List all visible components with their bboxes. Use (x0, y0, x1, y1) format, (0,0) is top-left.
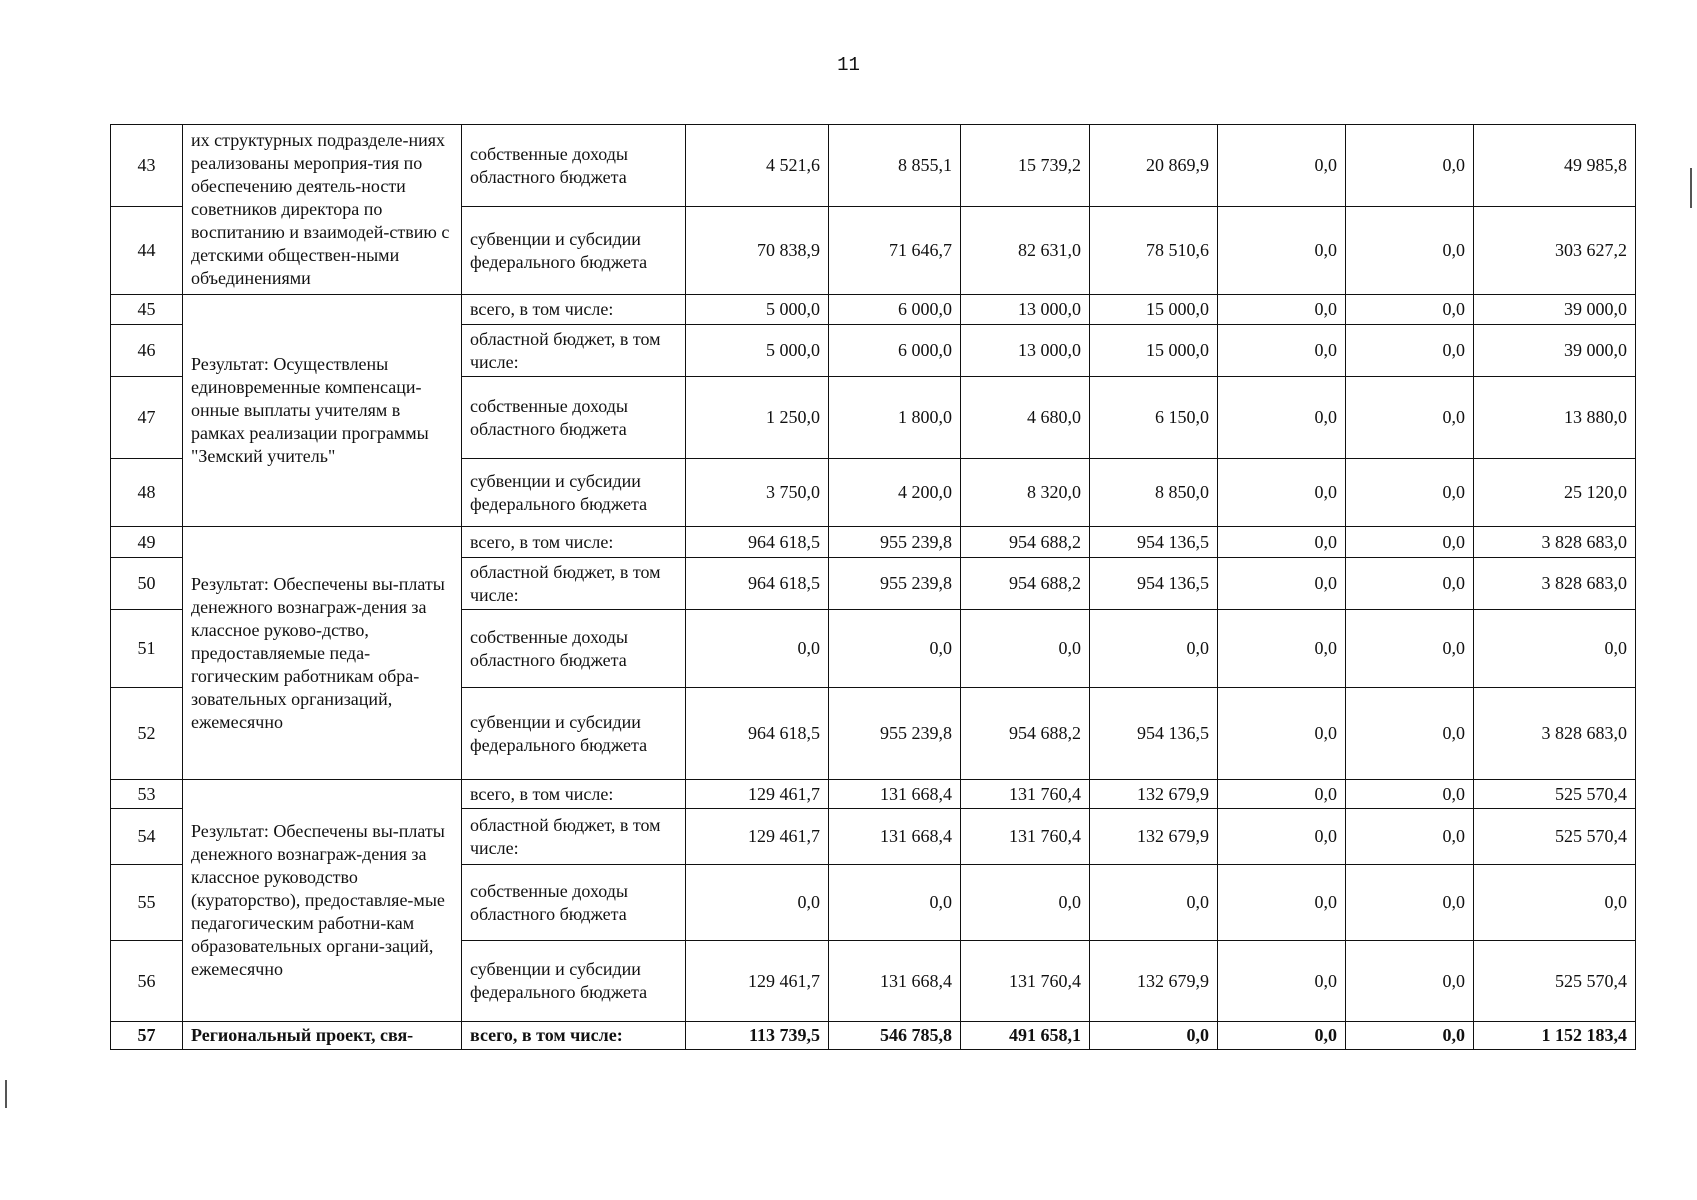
amount-value: 0,0 (1218, 459, 1346, 527)
total-value: 3 828 683,0 (1474, 527, 1636, 558)
funding-source: собственные доходы областного бюджета (462, 865, 686, 941)
row-number: 49 (111, 527, 183, 558)
amount-value: 15 000,0 (1090, 295, 1218, 325)
row-number: 53 (111, 780, 183, 809)
amount-value: 954 136,5 (1090, 558, 1218, 610)
total-value: 0,0 (1474, 610, 1636, 688)
amount-value: 70 838,9 (686, 207, 829, 295)
amount-value: 82 631,0 (961, 207, 1090, 295)
row-number: 47 (111, 377, 183, 459)
row-number: 56 (111, 941, 183, 1022)
result-description: Результат: Обеспечены вы-платы денежного вознаграж-дения за классное руководство (кураторство), предоставляе-мые педагогическим работни-кам образовательных органи-заций, ежемесячно (183, 780, 462, 1022)
amount-value: 15 739,2 (961, 125, 1090, 207)
funding-source: субвенции и субсидии федерального бюджета (462, 207, 686, 295)
funding-source: областной бюджет, в том числе: (462, 809, 686, 865)
amount-value: 131 760,4 (961, 780, 1090, 809)
amount-value: 4 521,6 (686, 125, 829, 207)
result-description: Результат: Обеспечены вы-платы денежного вознаграж-дения за классное руково-дство, предоставляемые педа-гогическим работникам обра-зовательных организаций, ежемесячно (183, 527, 462, 780)
amount-value: 3 750,0 (686, 459, 829, 527)
amount-value: 0,0 (1218, 295, 1346, 325)
amount-value: 0,0 (686, 865, 829, 941)
amount-value: 964 618,5 (686, 688, 829, 780)
row-number: 57 (111, 1022, 183, 1050)
table-row (111, 527, 1636, 558)
row-number: 44 (111, 207, 183, 295)
amount-value: 955 239,8 (829, 688, 961, 780)
amount-value: 0,0 (1218, 207, 1346, 295)
amount-value: 0,0 (1346, 527, 1474, 558)
amount-value: 0,0 (1090, 610, 1218, 688)
amount-value: 0,0 (1346, 688, 1474, 780)
amount-value: 0,0 (686, 610, 829, 688)
amount-value: 131 668,4 (829, 780, 961, 809)
row-number: 48 (111, 459, 183, 527)
amount-value: 954 688,2 (961, 558, 1090, 610)
funding-source: собственные доходы областного бюджета (462, 377, 686, 459)
amount-value: 0,0 (1090, 1022, 1218, 1050)
amount-value: 4 200,0 (829, 459, 961, 527)
amount-value: 0,0 (1090, 865, 1218, 941)
amount-value: 0,0 (1346, 610, 1474, 688)
amount-value: 0,0 (1346, 941, 1474, 1022)
amount-value: 13 000,0 (961, 295, 1090, 325)
row-number: 55 (111, 865, 183, 941)
total-value: 525 570,4 (1474, 809, 1636, 865)
amount-value: 1 250,0 (686, 377, 829, 459)
total-value: 525 570,4 (1474, 780, 1636, 809)
amount-value: 113 739,5 (686, 1022, 829, 1050)
amount-value: 0,0 (1218, 610, 1346, 688)
amount-value: 78 510,6 (1090, 207, 1218, 295)
total-value: 303 627,2 (1474, 207, 1636, 295)
amount-value: 0,0 (961, 865, 1090, 941)
amount-value: 131 760,4 (961, 941, 1090, 1022)
amount-value: 0,0 (1218, 325, 1346, 377)
amount-value: 0,0 (1346, 125, 1474, 207)
total-value: 0,0 (1474, 865, 1636, 941)
amount-value: 1 800,0 (829, 377, 961, 459)
amount-value: 0,0 (1346, 809, 1474, 865)
amount-value: 546 785,8 (829, 1022, 961, 1050)
amount-value: 0,0 (1346, 1022, 1474, 1050)
amount-value: 129 461,7 (686, 780, 829, 809)
amount-value: 0,0 (1218, 688, 1346, 780)
amount-value: 131 760,4 (961, 809, 1090, 865)
total-value: 3 828 683,0 (1474, 558, 1636, 610)
amount-value: 71 646,7 (829, 207, 961, 295)
budget-table (110, 124, 1636, 1050)
table-row (111, 295, 1636, 325)
amount-value: 0,0 (1346, 325, 1474, 377)
amount-value: 0,0 (1346, 780, 1474, 809)
amount-value: 0,0 (1218, 558, 1346, 610)
total-value: 525 570,4 (1474, 941, 1636, 1022)
amount-value: 0,0 (961, 610, 1090, 688)
amount-value: 0,0 (1218, 780, 1346, 809)
amount-value: 15 000,0 (1090, 325, 1218, 377)
funding-source: собственные доходы областного бюджета (462, 125, 686, 207)
amount-value: 5 000,0 (686, 295, 829, 325)
funding-source: областной бюджет, в том числе: (462, 558, 686, 610)
total-value: 39 000,0 (1474, 295, 1636, 325)
amount-value: 964 618,5 (686, 558, 829, 610)
amount-value: 0,0 (829, 865, 961, 941)
row-number: 46 (111, 325, 183, 377)
row-number: 52 (111, 688, 183, 780)
amount-value: 0,0 (1346, 558, 1474, 610)
amount-value: 0,0 (1346, 207, 1474, 295)
amount-value: 0,0 (1218, 1022, 1346, 1050)
amount-value: 0,0 (1346, 295, 1474, 325)
amount-value: 6 000,0 (829, 295, 961, 325)
row-number: 45 (111, 295, 183, 325)
funding-source: областной бюджет, в том числе: (462, 325, 686, 377)
funding-source: субвенции и субсидии федерального бюджета (462, 941, 686, 1022)
total-value: 1 152 183,4 (1474, 1022, 1636, 1050)
amount-value: 955 239,8 (829, 558, 961, 610)
amount-value: 20 869,9 (1090, 125, 1218, 207)
amount-value: 8 320,0 (961, 459, 1090, 527)
amount-value: 131 668,4 (829, 809, 961, 865)
table-row (111, 1022, 1636, 1050)
row-number: 51 (111, 610, 183, 688)
amount-value: 132 679,9 (1090, 780, 1218, 809)
funding-source: всего, в том числе: (462, 780, 686, 809)
row-number: 54 (111, 809, 183, 865)
funding-source: субвенции и субсидии федерального бюджета (462, 688, 686, 780)
row-number: 43 (111, 125, 183, 207)
amount-value: 491 658,1 (961, 1022, 1090, 1050)
row-number: 50 (111, 558, 183, 610)
page-number: 11 (837, 54, 860, 76)
amount-value: 132 679,9 (1090, 809, 1218, 865)
amount-value: 8 850,0 (1090, 459, 1218, 527)
amount-value: 5 000,0 (686, 325, 829, 377)
amount-value: 954 136,5 (1090, 688, 1218, 780)
amount-value: 6 150,0 (1090, 377, 1218, 459)
amount-value: 0,0 (1218, 865, 1346, 941)
amount-value: 8 855,1 (829, 125, 961, 207)
scan-edge-mark (1690, 168, 1692, 208)
amount-value: 0,0 (829, 610, 961, 688)
amount-value: 954 688,2 (961, 527, 1090, 558)
total-value: 25 120,0 (1474, 459, 1636, 527)
funding-source: собственные доходы областного бюджета (462, 610, 686, 688)
amount-value: 954 136,5 (1090, 527, 1218, 558)
amount-value: 4 680,0 (961, 377, 1090, 459)
amount-value: 0,0 (1346, 377, 1474, 459)
funding-source: всего, в том числе: (462, 1022, 686, 1050)
amount-value: 0,0 (1346, 459, 1474, 527)
amount-value: 955 239,8 (829, 527, 961, 558)
amount-value: 132 679,9 (1090, 941, 1218, 1022)
amount-value: 0,0 (1218, 809, 1346, 865)
amount-value: 0,0 (1218, 527, 1346, 558)
total-value: 3 828 683,0 (1474, 688, 1636, 780)
table-row (111, 125, 1636, 207)
amount-value: 954 688,2 (961, 688, 1090, 780)
amount-value: 6 000,0 (829, 325, 961, 377)
total-value: 49 985,8 (1474, 125, 1636, 207)
total-value: 39 000,0 (1474, 325, 1636, 377)
total-value: 13 880,0 (1474, 377, 1636, 459)
funding-source: субвенции и субсидии федерального бюджета (462, 459, 686, 527)
scan-edge-mark (5, 1080, 7, 1108)
result-description: Региональный проект, свя- (183, 1022, 462, 1050)
amount-value: 131 668,4 (829, 941, 961, 1022)
amount-value: 0,0 (1218, 377, 1346, 459)
amount-value: 0,0 (1218, 125, 1346, 207)
amount-value: 964 618,5 (686, 527, 829, 558)
funding-source: всего, в том числе: (462, 527, 686, 558)
amount-value: 0,0 (1346, 865, 1474, 941)
amount-value: 13 000,0 (961, 325, 1090, 377)
amount-value: 129 461,7 (686, 941, 829, 1022)
amount-value: 129 461,7 (686, 809, 829, 865)
funding-source: всего, в том числе: (462, 295, 686, 325)
result-description: их структурных подразделе-ниях реализованы мероприя-тия по обеспечению деятель-ности советников директора по воспитанию и взаимодей-ствию с детскими обществен-ными объединениями (183, 125, 462, 295)
amount-value: 0,0 (1218, 941, 1346, 1022)
result-description: Результат: Осуществлены единовременные компенсаци-онные выплаты учителям в рамках реализации программы "Земский учитель" (183, 295, 462, 527)
table-row (111, 780, 1636, 809)
